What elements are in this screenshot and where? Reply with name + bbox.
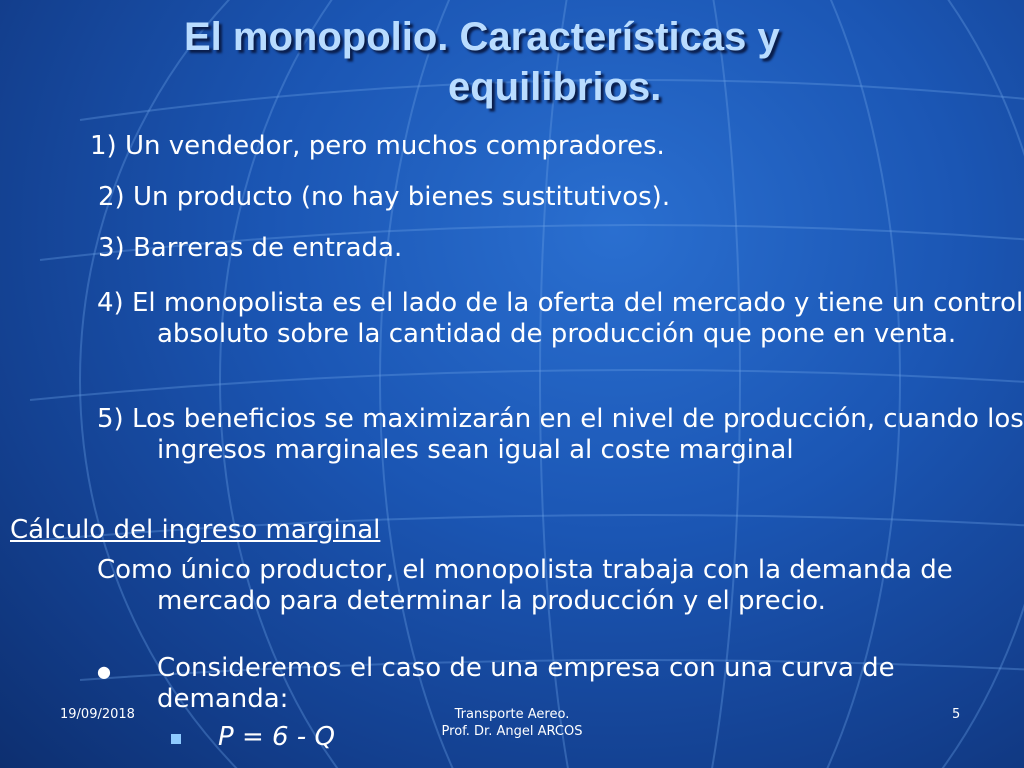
demand-formula: P = 6 - Q (218, 722, 335, 752)
bullet-dot-icon: ● (97, 662, 111, 681)
point-4: 4) El monopolista es el lado de la oferta del mercado y tiene un control absoluto sobre la cantidad de producción que pone en venta. (97, 288, 1024, 349)
footer-course (400, 706, 624, 740)
point-5: 5) Los beneficios se maximizarán en el nivel de producción, cuando los ingresos marginales sean igual al coste marginal (97, 404, 1024, 465)
section-heading: Cálculo del ingreso marginal (10, 515, 381, 545)
slide-title-line-2: equilibrios. (448, 65, 662, 109)
slide-title (180, 12, 860, 112)
point-1: 1) Un vendedor, pero muchos compradores. (90, 131, 665, 161)
footer-course-line-1: Transporte Aereo. (454, 707, 570, 722)
page-number: 5 (952, 707, 961, 722)
footer-date: 19/09/2018 (60, 707, 135, 722)
point-2: 2) Un producto (no hay bienes sustitutivos). (98, 182, 671, 212)
footer-course-line-2: Prof. Dr. Angel ARCOS (441, 724, 583, 739)
slide-title-line-1: El monopolio. Características y (184, 15, 780, 59)
bullet-text: Consideremos el caso de una empresa con una curva de demanda: (157, 653, 895, 714)
square-bullet-icon (171, 734, 181, 744)
point-3: 3) Barreras de entrada. (98, 233, 403, 263)
section-text: Como único productor, el monopolista trabaja con la demanda de mercado para determinar la producción y el precio. (97, 555, 953, 616)
